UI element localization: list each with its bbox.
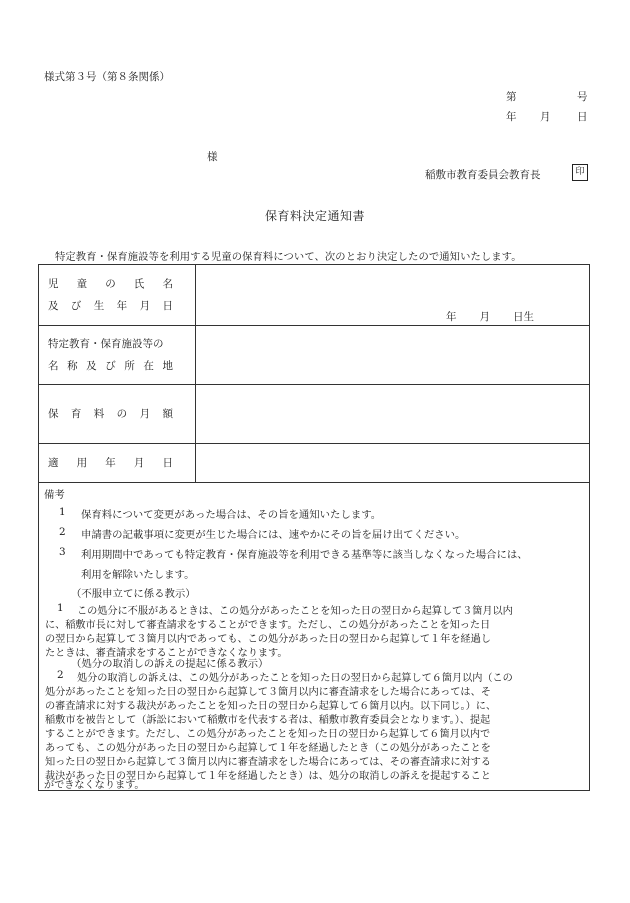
form-number: 様式第３号（第８条関係） — [44, 71, 170, 83]
lawsuit-line: ができなくなります。 — [44, 780, 145, 791]
lawsuit-line: あっても、この処分があった日の翌日から起算して１年を経過したとき（この処分があったことを — [45, 743, 491, 754]
facility-label: 特定教育・保育施設等の 名 称 及 び 所 在 地 — [39, 326, 196, 385]
appeal-line: この処分に不服があるときは、この処分があったことを知った日の翌日から起算して３箇月以内 — [77, 606, 513, 617]
monthly-fee-label: 保 育 料 の 月 額 — [39, 385, 196, 444]
remark-2-number: 2 — [59, 526, 66, 538]
appeal-line: の翌日から起算して３箇月以内であっても、この処分があった日の翌日から起算して１年を経過し — [45, 634, 491, 645]
child-name-label: 児 童 の 氏 名 — [48, 278, 173, 290]
intro-text: 特定教育・保育施設等を利用する児童の保育料について、次のとおり決定したので通知いたします。 — [55, 251, 522, 263]
remark-1-text: 保育料について変更があった場合は、その旨を通知いたします。 — [81, 509, 382, 521]
lawsuit-heading: （処分の取消しの訴えの提起に係る教示） — [71, 658, 269, 670]
addressee-suffix: 様 — [207, 151, 218, 163]
lawsuit-line: 処分があったことを知った日の翌日から起算して３箇月以内に審査請求をした場合にあっては、そ — [45, 687, 491, 698]
issuer-name: 稲敷市教育委員会教育長 — [425, 169, 541, 181]
lawsuit-line: 知った日の翌日から起算して３箇月以内に審査請求をした場合にあっては、その審査請求に対する — [45, 757, 491, 768]
fee-row — [39, 385, 590, 444]
remark-1-number: 1 — [59, 506, 66, 518]
facility-field[interactable] — [196, 326, 590, 385]
child-name-dob-label — [39, 265, 196, 326]
appeal-number: 1 — [57, 602, 64, 614]
appeal-heading: （不服申立てに係る教示） — [71, 588, 196, 600]
remark-3-text: 利用期間中であっても特定教育・保育施設等を利用できる基準等に該当しなくなった場合には、 — [81, 549, 528, 561]
document-number-suffix: 号 — [577, 91, 588, 103]
child-name-dob-field[interactable] — [196, 265, 590, 326]
facility-row — [39, 326, 590, 385]
lawsuit-line: 稲敷市を被告として（訴訟において稲敷市を代表する者は、稲敷市教育委員会となります。）、提起 — [45, 715, 491, 726]
monthly-fee-field[interactable] — [196, 385, 590, 444]
date-month-label: 月 — [540, 111, 551, 123]
appeal-line: たときは、審査請求をすることができなくなります。 — [45, 648, 288, 659]
document-number-label: 第 — [506, 91, 517, 103]
remarks-heading: 備考 — [44, 489, 65, 501]
period-row — [39, 444, 590, 483]
appeal-line: に、稲敷市長に対して審査請求をすることができます。ただし、この処分があったことを知った日 — [45, 620, 491, 631]
lawsuit-number: 2 — [57, 669, 64, 681]
remark-3-continuation: 利用を解除いたします。 — [81, 569, 195, 581]
applicable-date-field[interactable] — [196, 444, 590, 483]
applicable-date-label: 適 用 年 月 日 — [39, 444, 196, 483]
dob-label: 及 び 生 年 月 日 — [48, 300, 173, 312]
lawsuit-line: することができます。ただし、この処分があったことを知った日の翌日から起算して６箇月以内で — [45, 729, 491, 740]
remark-2-text: 申請書の記載事項に変更が生じた場合には、速やかにその旨を届け出てください。 — [81, 529, 466, 541]
lawsuit-line: 裁決があった日の翌日から起算して１年を経過したとき）は、処分の取消しの訴えを提起すること — [45, 771, 491, 782]
seal-mark: 印 — [572, 164, 588, 181]
lawsuit-line: 処分の取消しの訴えは、この処分があったことを知った日の翌日から起算して６箇月以内（この — [77, 673, 513, 684]
document-title: 保育料決定通知書 — [264, 209, 365, 223]
dob-format: 年 月 日生 — [446, 311, 534, 323]
remark-3-number: 3 — [59, 546, 66, 558]
remarks-section — [38, 483, 590, 791]
lawsuit-line: の審査請求に対する裁決があったことを知った日の翌日から起算して６箇月以内。以下同じ。）に、 — [45, 701, 496, 712]
child-row — [39, 265, 590, 326]
date-day-label: 日 — [577, 111, 588, 123]
date-year-label: 年 — [506, 111, 517, 123]
notice-form-table — [38, 264, 590, 483]
